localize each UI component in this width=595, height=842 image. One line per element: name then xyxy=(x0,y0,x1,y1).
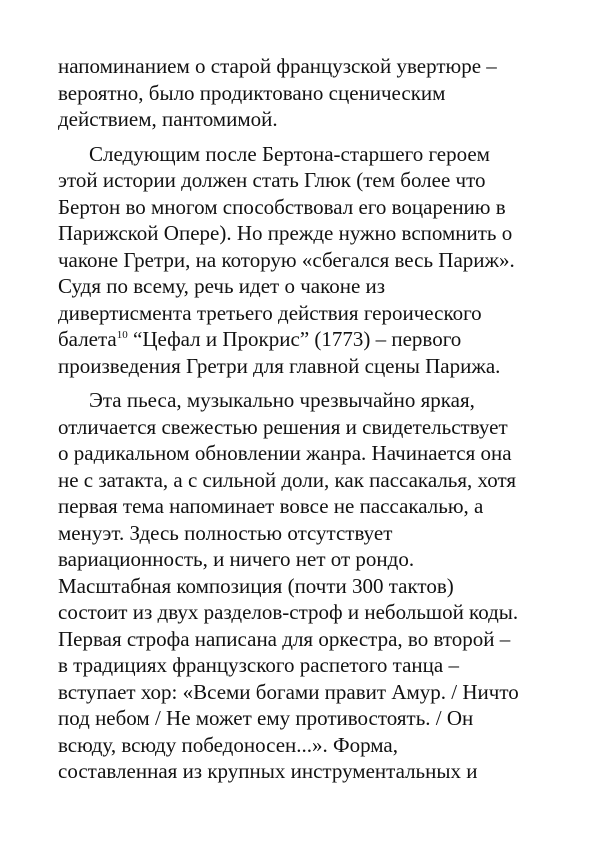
text-line: действием, пантомимой. xyxy=(58,107,278,131)
text-line: вступает хор: «Всеми богами правит Амур. / Ничто xyxy=(58,679,519,704)
body-text xyxy=(58,53,548,785)
text-line: Масштабная композиция (почти 300 тактов) xyxy=(58,573,454,598)
text-line: этой истории должен стать Глюк (тем более что xyxy=(58,168,486,192)
text-line: Эта пьеса, музыкально чрезвычайно яркая, xyxy=(89,388,475,412)
text-line: под небом / Не может ему противостоять. / Он xyxy=(58,706,474,730)
footnote-marker[interactable]: 10 xyxy=(116,329,128,341)
text-line: менуэт. Здесь полностью отсутствует xyxy=(58,520,393,545)
text-line: вариационность, и ничего нет от рондо. xyxy=(58,547,415,571)
text-line: всюду, всюду победоносен...». Форма, xyxy=(58,732,398,757)
text-line: состоит из двух разделов-строф и небольшой коды. xyxy=(58,600,519,624)
text-segment: “Цефал и Прокрис” (1773) – первого xyxy=(127,327,462,351)
text-line: дивертисмента третьего действия героического xyxy=(58,300,482,325)
text-line-with-footnote xyxy=(58,326,548,353)
text-line: чаконе Гретри, на которую «сбегался весь Париж». xyxy=(58,247,515,272)
paragraph-1 xyxy=(58,53,548,133)
text-line: о радикальном обновлении жанра. Начинается она xyxy=(58,441,512,465)
text-segment: балета xyxy=(58,327,117,351)
text-line: первая тема напоминает вовсе не пассакалью, а xyxy=(58,494,484,518)
text-line: Бертон во многом способствовал его воцарению в xyxy=(58,194,506,219)
text-line: Первая строфа написана для оркестра, во второй – xyxy=(58,626,511,651)
text-line: произведения Гретри для главной сцены Парижа. xyxy=(58,353,501,378)
text-line: напоминанием о старой французской увертюре – xyxy=(58,54,497,78)
text-line: в традициях французского распетого танца – xyxy=(58,653,459,677)
paragraph-2 xyxy=(58,141,548,380)
text-line: Судя по всему, речь идет о чаконе из xyxy=(58,274,386,298)
text-line: не с затакта, а с сильной доли, как пассакалья, хотя xyxy=(58,467,517,492)
paragraph-3 xyxy=(58,387,548,785)
text-line: составленная из крупных инструментальных и xyxy=(58,759,478,783)
text-line: Следующим после Бертона-старшего героем xyxy=(89,141,490,166)
text-line: вероятно, было продиктовано сценическим xyxy=(58,80,446,105)
text-line: Парижской Опере). Но прежде нужно вспомнить о xyxy=(58,221,513,245)
text-line: отличается свежестью решения и свидетельствует xyxy=(58,414,508,439)
